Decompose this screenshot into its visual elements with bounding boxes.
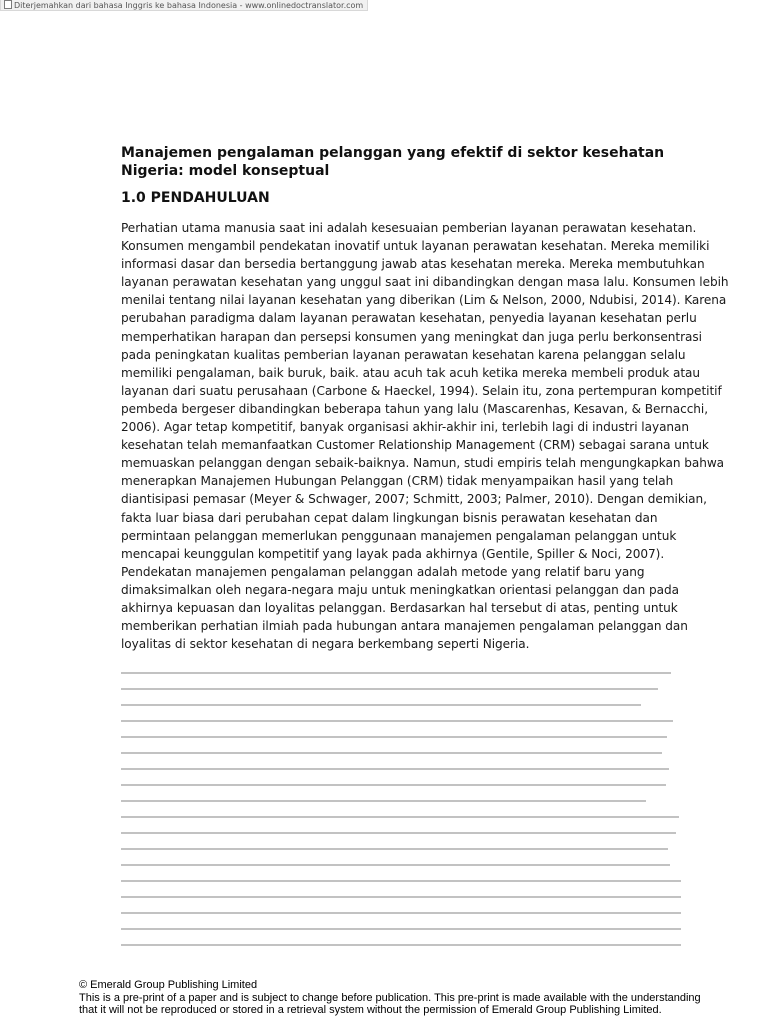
paragraph-line: memberikan perhatian ilmiah pada hubungan antara manajemen pengalaman pelanggan dan xyxy=(121,619,688,634)
paragraph-line: diantisipasi pemasar (Meyer & Schwager, 2007; Schmitt, 2003; Palmer, 2010). Dengan demikian, xyxy=(121,492,707,507)
illegible-line xyxy=(121,944,681,946)
illegible-line xyxy=(121,688,658,690)
illegible-line xyxy=(121,704,641,706)
paragraph-line: mencapai keunggulan kompetitif yang layak pada akhirnya (Gentile, Spiller & Noci, 2007). xyxy=(121,546,665,561)
paragraph-line: fakta luar biasa dari perubahan cepat dalam lingkungan bisnis perawatan kesehatan dan xyxy=(121,510,658,525)
copyright-footer xyxy=(79,979,759,1017)
illegible-line xyxy=(121,720,673,722)
paragraph-line: memiliki pengalaman, baik buruk, baik. atau acuh tak acuh ketika mereka membeli produk atau xyxy=(121,365,701,380)
paragraph-line: dimaksimalkan oleh negara-negara maju untuk meningkatkan orientasi pelanggan dan pada xyxy=(121,582,679,597)
paper-title: Manajemen pengalaman pelanggan yang efektif di sektor kesehatan Nigeria: model konseptual xyxy=(121,145,665,179)
paragraph-line: pada peningkatan kualitas pemberian layanan perawatan kesehatan karena pelanggan selalu xyxy=(121,347,686,362)
preprint-notice-line-2: that it will not be reproduced or stored in a retrieval system without the permission of Emerald Group Publishing Limited. xyxy=(79,1004,662,1016)
document-icon xyxy=(4,0,12,9)
illegible-paragraph xyxy=(121,672,681,960)
paragraph-line: perubahan paradigma dalam layanan perawatan kesehatan, penyedia layanan kesehatan perlu xyxy=(121,311,697,326)
illegible-line xyxy=(121,832,676,834)
paragraph-line: layanan perawatan kesehatan yang unggul saat ini dibandingkan dengan masa lalu. Konsumen lebih xyxy=(121,275,729,290)
paragraph-line: Perhatian utama manusia saat ini adalah kesesuaian pemberian layanan perawatan kesehatan. xyxy=(121,221,697,235)
paragraph-line: Pendekatan manajemen pengalaman pelanggan adalah metode yang relatif baru yang xyxy=(121,564,645,579)
paragraph-line: pembeda bergeser dibandingkan beberapa tahun yang lalu (Mascarenhas, Kesavan, & Bernacchi, xyxy=(121,401,709,416)
illegible-line xyxy=(121,880,681,882)
illegible-line xyxy=(121,784,666,786)
paragraph-line: informasi dasar dan bersedia bertanggung jawab atas kesehatan mereka. Mereka membutuhkan xyxy=(121,257,705,272)
paragraph-line: akhirnya kepuasan dan loyalitas pelanggan. Berdasarkan hal tersebut di atas, penting untuk xyxy=(121,600,678,615)
section-heading: 1.0 PENDAHULUAN xyxy=(121,190,270,206)
illegible-line xyxy=(121,928,681,930)
paragraph-line: memperhatikan harapan dan persepsi konsumen yang meningkat dan juga perlu berkonsentrasi xyxy=(121,329,702,344)
paragraph-line: layanan dari suatu perusahaan (Carbone & Haeckel, 1994). Selain itu, zona pertempuran kompetitif xyxy=(121,383,722,398)
paragraph-line: menerapkan Manajemen Hubungan Pelanggan (CRM) tidak menyampaikan hasil yang telah xyxy=(121,474,674,489)
paragraph-line: Konsumen mengambil pendekatan inovatif untuk layanan perawatan kesehatan. Mereka memiliki xyxy=(121,239,710,254)
paragraph-line: loyalitas di sektor kesehatan di negara berkembang seperti Nigeria. xyxy=(121,637,530,652)
introduction-paragraph xyxy=(121,219,729,653)
illegible-line xyxy=(121,848,668,850)
illegible-line xyxy=(121,816,679,818)
paragraph-line: memuaskan pelanggan dengan sebaik-baiknya. Namun, studi empiris telah mengungkapkan bahwa xyxy=(121,456,725,471)
illegible-line xyxy=(121,896,681,898)
illegible-line xyxy=(121,672,671,674)
illegible-line xyxy=(121,736,667,738)
illegible-line xyxy=(121,768,669,770)
translation-banner-text: Diterjemahkan dari bahasa Inggris ke bahasa Indonesia - www.onlinedoctranslator.com xyxy=(14,1,364,10)
illegible-line xyxy=(121,864,670,866)
paragraph-line: permintaan pelanggan memerlukan penggunaan manajemen pengalaman pelanggan untuk xyxy=(121,528,677,543)
paragraph-line: menilai tentang nilai layanan kesehatan yang diberikan (Lim & Nelson, 2000, Ndubisi, 2014). Karena xyxy=(121,293,727,308)
translation-banner[interactable] xyxy=(0,0,368,11)
illegible-line xyxy=(121,912,681,914)
paragraph-line: 2006). Agar tetap kompetitif, banyak organisasi akhir-akhir ini, terlebih lagi di industri layanan xyxy=(121,420,690,435)
paragraph-line: kesehatan telah memanfaatkan Customer Relationship Management (CRM) sebagai sarana untuk xyxy=(121,438,709,453)
illegible-line xyxy=(121,800,646,802)
preprint-notice-line-1: This is a pre-print of a paper and is subject to change before publication. This pre-print is made available with the understanding xyxy=(79,991,701,1004)
copyright-line: © Emerald Group Publishing Limited xyxy=(79,979,258,991)
illegible-line xyxy=(121,752,662,754)
